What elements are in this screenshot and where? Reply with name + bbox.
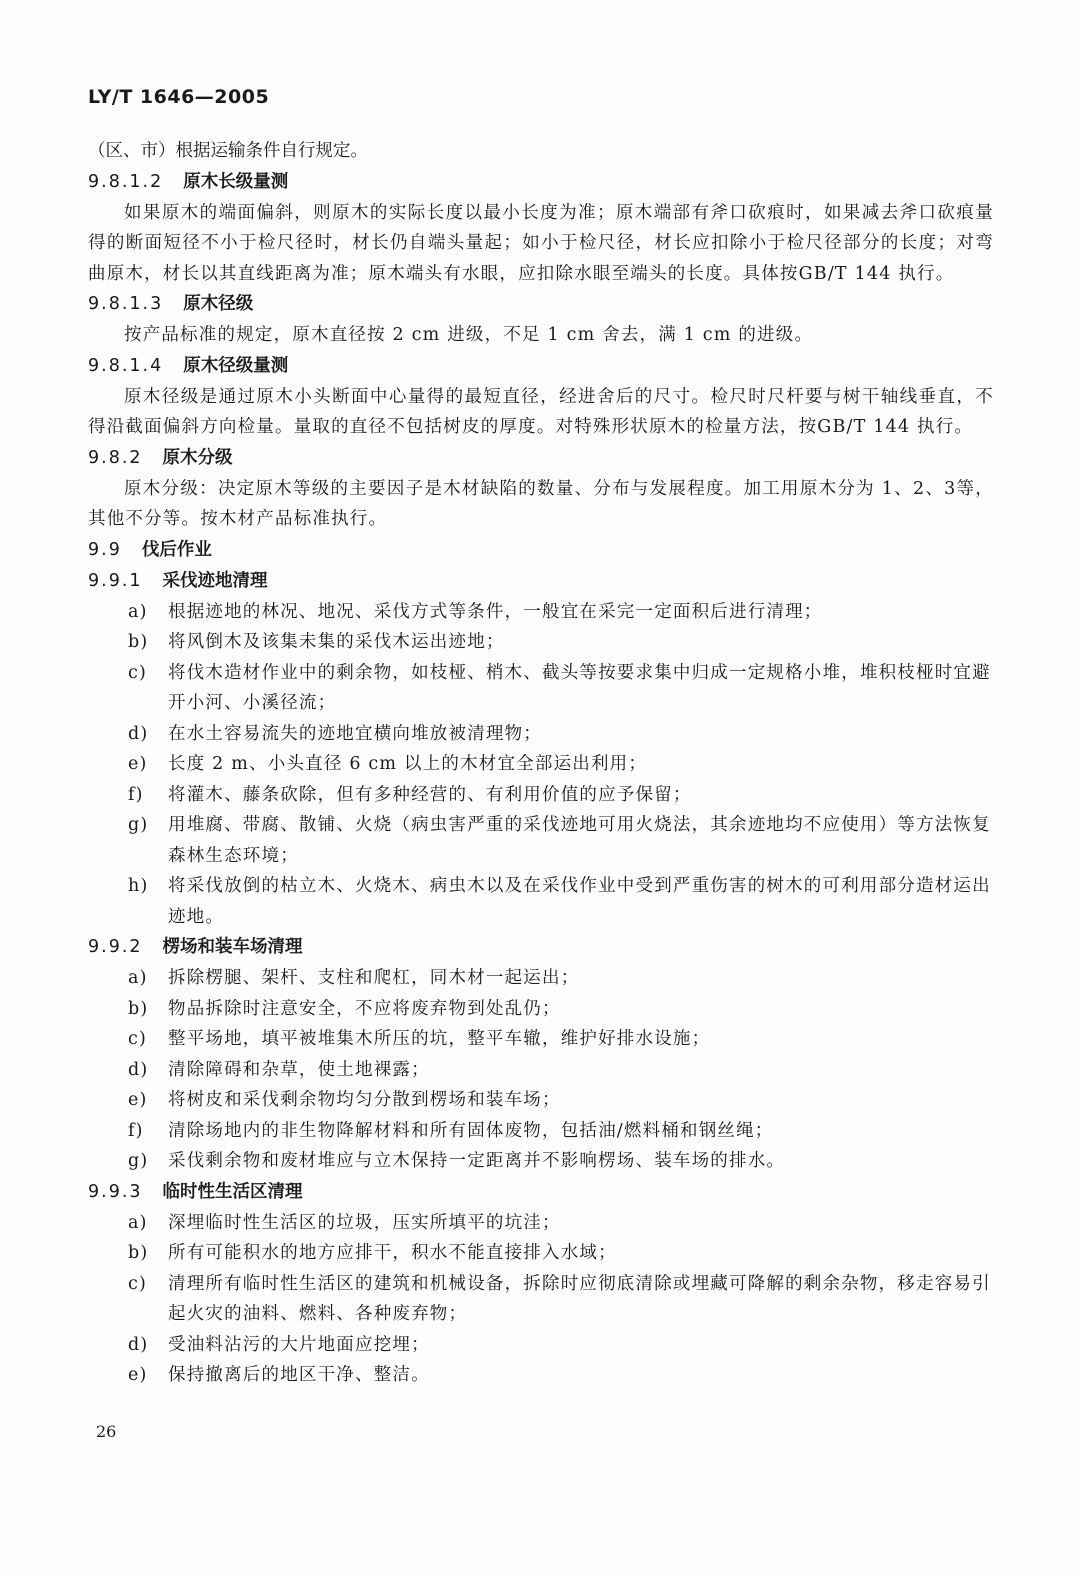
list-item: [88, 810, 994, 871]
list-item: [88, 963, 994, 994]
paragraph: 按产品标准的规定，原木直径按 2 cm 进级，不足 1 cm 舍去，满 1 cm 的进级。: [124, 325, 814, 345]
section-heading-9-9-1: [88, 566, 994, 597]
section-number: 9.8.2: [88, 447, 143, 468]
list-marker: d): [128, 1059, 149, 1080]
list-item: [88, 871, 994, 932]
section-title: 原木径级量测: [183, 355, 289, 376]
list-item: [88, 658, 994, 719]
paragraph: 原木分级：决定原木等级的主要因子是木材缺陷的数量、分布与发展程度。加工用原木分为 1、2、3等，其他不分等。按木材产品标准执行。: [88, 478, 994, 529]
continued-line: （区、市）根据运输条件自行规定。: [88, 141, 368, 161]
list-text: 根据迹地的林况、地况、采伐方式等条件，一般宜在采完一定面积后进行清理；: [168, 601, 823, 622]
list-item: [88, 627, 994, 658]
document-body: [88, 136, 994, 1391]
list-item: [88, 749, 994, 780]
list-marker: g): [128, 1151, 149, 1171]
list-text: 将采伐放倒的枯立木、火烧木、病虫木以及在采伐作业中受到严重伤害的树木的可利用部分造材运出迹地。: [168, 876, 991, 927]
page-number: 26: [96, 1422, 117, 1441]
list-text: 受油料沾污的大片地面应挖埋；: [168, 1334, 430, 1355]
list-item: [88, 780, 994, 811]
list-item: [88, 1330, 994, 1361]
section-heading-9-8-1-4: [88, 351, 994, 382]
list-marker: f): [128, 784, 144, 805]
list-marker: c): [128, 662, 148, 683]
list-text: 物品拆除时注意安全，不应将废弃物到处乱仍；: [168, 998, 561, 1019]
list-text: 所有可能积水的地方应排干，积水不能直接排入水域；: [168, 1243, 617, 1263]
list-item: [88, 1085, 994, 1116]
list-marker: f): [128, 1120, 144, 1141]
list-marker: a): [128, 968, 148, 988]
list-item: [88, 1146, 994, 1177]
list-item: [88, 1269, 994, 1330]
list-item: [88, 1360, 994, 1391]
section-number: 9.8.1.3: [88, 294, 164, 314]
list-marker: d): [128, 1334, 149, 1355]
list-text: 将树皮和采伐剩余物均匀分散到楞场和装车场；: [168, 1090, 561, 1110]
list-item: [88, 1208, 994, 1239]
list-marker: e): [128, 1365, 148, 1385]
list-marker: b): [128, 1243, 149, 1263]
list-text: 清理所有临时性生活区的建筑和机械设备，拆除时应彻底清除或埋藏可降解的剩余杂物，移走容易引起火灾的油料、燃料、各种废弃物；: [168, 1273, 991, 1324]
section-title: 原木径级: [183, 294, 254, 314]
list-item: [88, 1238, 994, 1269]
list-text: 将风倒木及该集未集的采伐木运出迹地；: [168, 632, 505, 652]
section-number: 9.9.3: [88, 1181, 143, 1202]
list-item: [88, 1055, 994, 1086]
list-text: 深埋临时性生活区的垃圾，压实所填平的坑洼；: [168, 1212, 561, 1233]
list-marker: e): [128, 754, 148, 774]
list-marker: e): [128, 1090, 148, 1110]
section-title: 伐后作业: [141, 539, 212, 560]
list-marker: a): [128, 601, 148, 622]
list-marker: d): [128, 723, 149, 744]
section-heading-9-9-3: [88, 1177, 994, 1208]
section-title: 采伐迹地清理: [162, 570, 268, 591]
section-title: 楞场和装车场清理: [162, 937, 303, 957]
section-title: 原木长级量测: [183, 171, 289, 192]
list-text: 拆除楞腿、架杆、支柱和爬杠，同木材一起运出；: [168, 968, 580, 988]
section-title: 原木分级: [162, 447, 233, 468]
list-item: [88, 1116, 994, 1147]
list-item: [88, 719, 994, 750]
section-heading-9-9: [88, 535, 994, 566]
list-text: 清除场地内的非生物降解材料和所有固体废物，包括油/燃料桶和钢丝绳；: [168, 1120, 774, 1141]
paragraph: 如果原木的端面偏斜，则原木的实际长度以最小长度为准；原木端部有斧口砍痕时，如果减去斧口砍痕量得的断面短径不小于检尺径时，材长仍自端头量起；如小于检尺径，材长应扣除小于检尺径部分的长度；对弯曲原木，材长以其直线距离为准；原木端头有水眼，应扣除水眼至端头的长度。具体按GB/T 144 执行。: [88, 202, 994, 284]
section-title: 临时性生活区清理: [162, 1181, 303, 1202]
list-text: 保持撤离后的地区干净、整洁。: [168, 1365, 430, 1385]
list-text: 将灌木、藤条砍除，但有多种经营的、有利用价值的应予保留；: [168, 784, 692, 805]
list-text: 用堆腐、带腐、散铺、火烧（病虫害严重的采伐迹地可用火烧法，其余迹地均不应使用）等方法恢复森林生态环境；: [168, 815, 991, 866]
list-text: 采伐剩余物和废材堆应与立木保持一定距离并不影响楞场、装车场的排水。: [168, 1151, 786, 1171]
list-marker: b): [128, 632, 149, 652]
list-marker: b): [128, 998, 149, 1019]
section-heading-9-8-1-2: [88, 167, 994, 198]
list-item: [88, 597, 994, 628]
list-item: [88, 1024, 994, 1055]
list-marker: h): [128, 876, 149, 896]
list-marker: g): [128, 815, 149, 835]
list-marker: c): [128, 1029, 148, 1049]
list-marker: a): [128, 1212, 148, 1233]
section-number: 9.9.2: [88, 937, 143, 957]
section-number: 9.9.1: [88, 570, 143, 591]
section-number: 9.8.1.2: [88, 171, 164, 192]
list-text: 将伐木造材作业中的剩余物，如枝桠、梢木、截头等按要求集中归成一定规格小堆，堆积枝桠时宜避开小河、小溪径流；: [168, 662, 991, 713]
list-text: 整平场地，填平被堆集木所压的坑，整平车辙，维护好排水设施；: [168, 1029, 711, 1049]
section-heading-9-8-2: [88, 443, 994, 474]
section-number: 9.9: [88, 539, 122, 560]
list-text: 在水土容易流失的迹地宜横向堆放被清理物；: [168, 723, 542, 744]
section-heading-9-8-1-3: [88, 289, 994, 320]
list-text: 清除障碍和杂草，使土地裸露；: [168, 1059, 430, 1080]
list-text: 长度 2 m、小头直径 6 cm 以上的木材宜全部运出利用；: [168, 754, 648, 774]
list-item: [88, 994, 994, 1025]
paragraph: 原木径级是通过原木小头断面中心量得的最短直径，经进舍后的尺寸。检尺时尺杆要与树干轴线垂直，不得沿截面偏斜方向检量。量取的直径不包括树皮的厚度。对特殊形状原木的检量方法，按GB/T 144 执行。: [88, 386, 994, 437]
section-number: 9.8.1.4: [88, 355, 164, 376]
list-marker: c): [128, 1273, 148, 1294]
section-heading-9-9-2: [88, 932, 994, 963]
standard-code: LY/T 1646—2005: [88, 86, 270, 108]
